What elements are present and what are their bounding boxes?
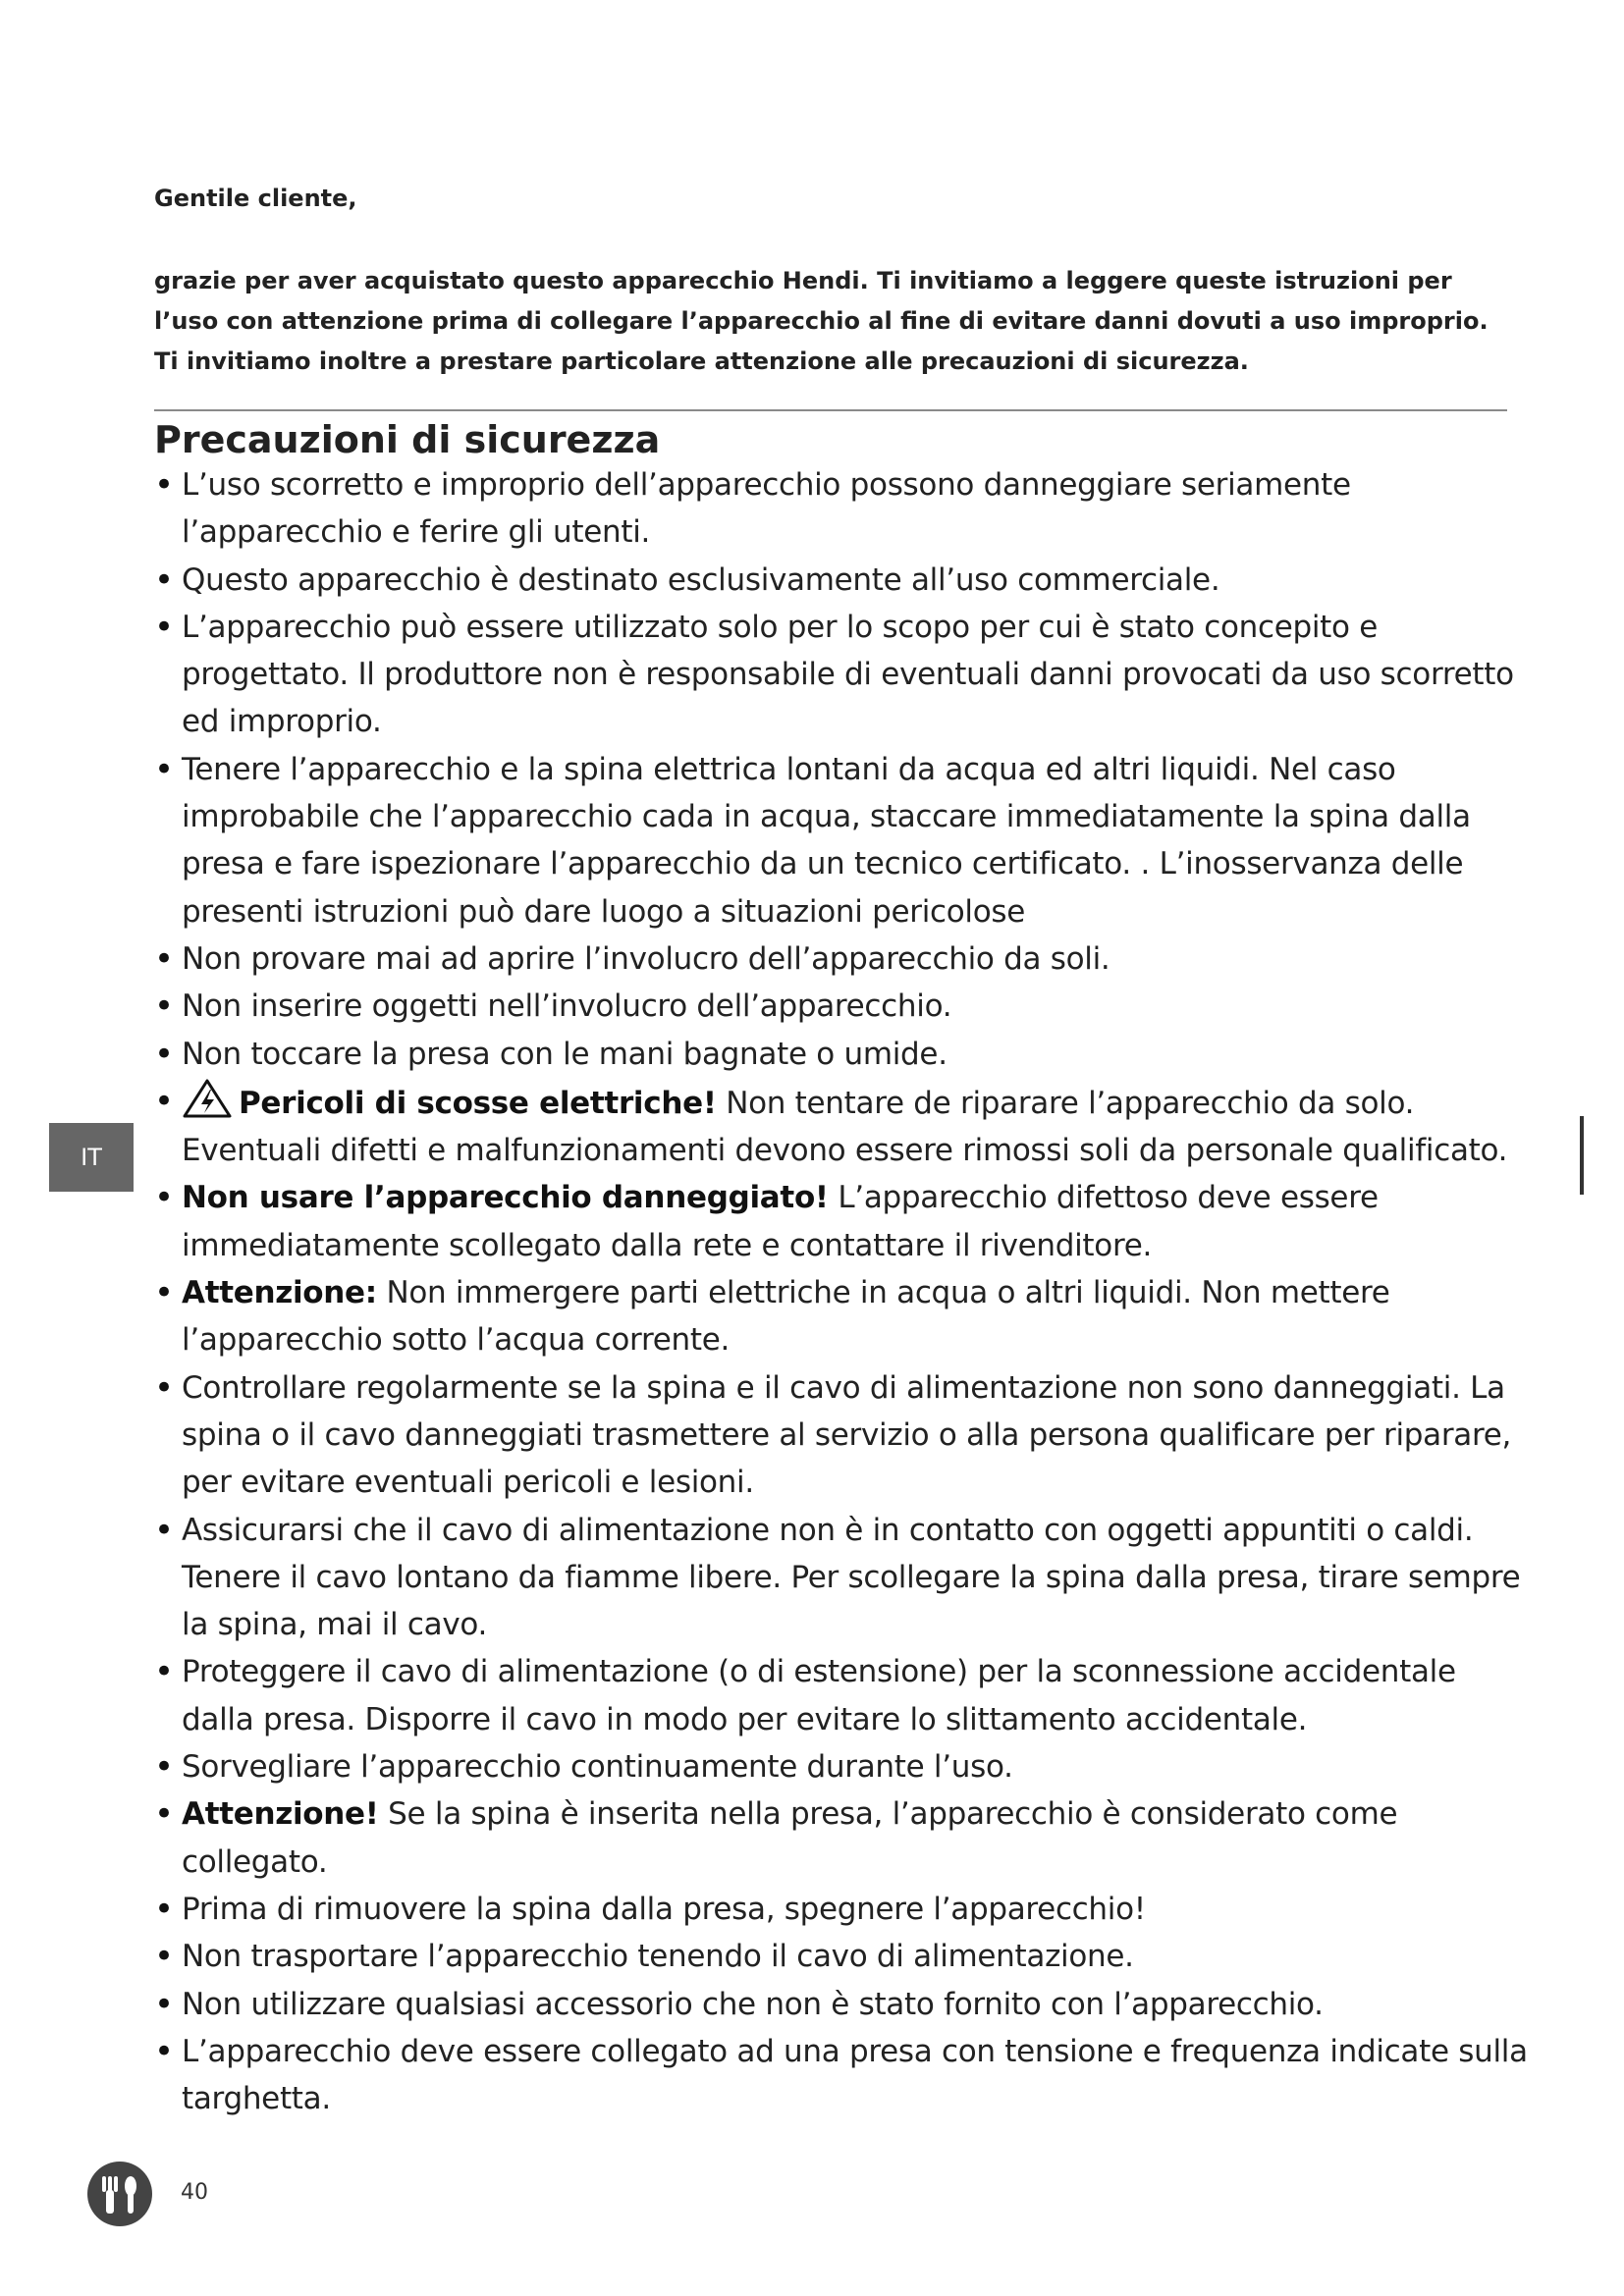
list-item: • Non inserire oggetti nell’involucro dell’apparecchio. — [154, 983, 1531, 1030]
list-item: • L’apparecchio può essere utilizzato solo per lo scopo per cui è stato concepito e progettato. Il produttore non è responsabile di eventuali danni provocati da uso scorretto ed improprio. — [154, 604, 1531, 746]
side-marker — [1580, 1116, 1584, 1195]
list-item: • Non utilizzare qualsiasi accessorio che non è stato fornito con l’apparecchio. — [154, 1981, 1531, 2028]
divider — [154, 409, 1507, 411]
list-item: • L’apparecchio deve essere collegato ad una presa con tensione e frequenza indicate sulla targhetta. — [154, 2028, 1531, 2123]
list-item: • L’uso scorretto e improprio dell’apparecchio possono danneggiare seriamente l’apparecchio e ferire gli utenti. — [154, 461, 1531, 557]
list-item: • Attenzione! Se la spina è inserita nella presa, l’apparecchio è considerato come collegato. — [154, 1790, 1531, 1886]
list-item: • Prima di rimuovere la spina dalla presa, spegnere l’apparecchio! — [154, 1886, 1531, 1933]
list-item: • Non usare l’apparecchio danneggiato! L’apparecchio difettoso deve essere immediatamente scollegato dalla rete e contattare il rivenditore. — [154, 1174, 1531, 1269]
list-item: • Assicurarsi che il cavo di alimentazione non è in contatto con oggetti appuntiti o caldi. Tenere il cavo lontano da fiamme libere. Per scollegare la spina dalla presa, tirare sempre la spina, mai il cavo. — [154, 1507, 1531, 1649]
list-item: • Non provare mai ad aprire l’involucro dell’apparecchio da soli. — [154, 935, 1531, 983]
list-item: • Sorvegliare l’apparecchio continuamente durante l’uso. — [154, 1743, 1531, 1790]
list-item: • Questo apparecchio è destinato esclusivamente all’uso commerciale. — [154, 557, 1531, 604]
list-item: • Attenzione: Non immergere parti elettriche in acqua o altri liquidi. Non mettere l’apparecchio sotto l’acqua corrente. — [154, 1269, 1531, 1364]
list-item: • Proteggere il cavo di alimentazione (o di estensione) per la sconnessione accidentale dalla presa. Disporre il cavo in modo per evitare lo slittamento accidentale. — [154, 1648, 1531, 1743]
electric-hazard-icon — [182, 1078, 233, 1119]
page-number: 40 — [181, 2180, 208, 2205]
safety-list — [154, 461, 1531, 2122]
list-item: • Controllare regolarmente se la spina e il cavo di alimentazione non sono danneggiati. La spina o il cavo danneggiati trasmettere al servizio o alla persona qualificare per riparare, per evitare eventuali pericoli e lesioni. — [154, 1364, 1531, 1507]
cutlery-logo-icon — [86, 2161, 153, 2227]
greeting: Gentile cliente, — [154, 185, 357, 212]
list-item: • Tenere l’apparecchio e la spina elettrica lontani da acqua ed altri liquidi. Nel caso improbabile che l’apparecchio cada in acqua, staccare immediatamente la spina dalla presa e fare ispezionare l’apparecchio da un tecnico certificato. . L’inosservanza delle presenti istruzioni può dare luogo a situazioni pericolose — [154, 746, 1531, 935]
list-item: • Pericoli di scosse elettriche! Non tentare de riparare l’apparecchio da solo. Eventuali difetti e malfunzionamenti devono essere rimossi soli da personale qualificato. — [154, 1078, 1531, 1175]
intro-paragraph: grazie per aver acquistato questo apparecchio Hendi. Ti invitiamo a leggere queste istruzioni per l’uso con attenzione prima di collegare l’apparecchio al fine di evitare danni dovuti a uso improprio. Ti invitiamo inoltre a prestare particolare attenzione alle precauzioni di sicurezza. — [154, 267, 1489, 375]
section-title: Precauzioni di sicurezza — [154, 418, 661, 461]
list-item: • Non trasportare l’apparecchio tenendo il cavo di alimentazione. — [154, 1933, 1531, 1980]
list-item: • Non toccare la presa con le mani bagnate o umide. — [154, 1031, 1531, 1078]
language-tab: IT — [49, 1123, 134, 1192]
